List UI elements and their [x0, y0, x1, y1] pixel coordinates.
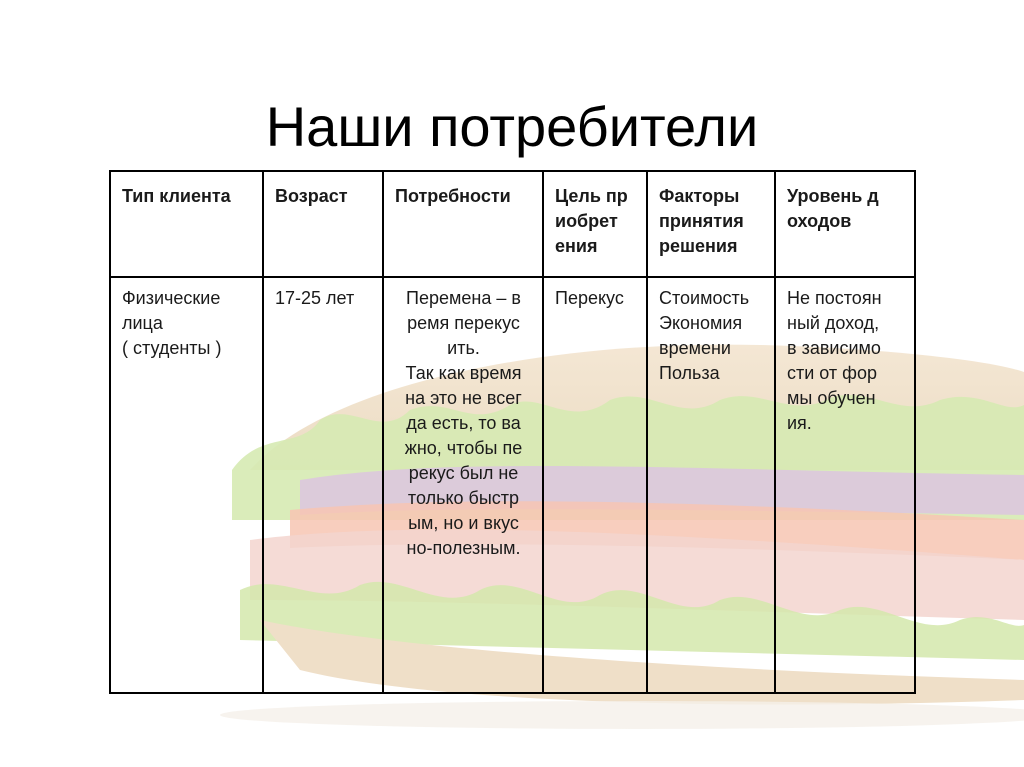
header-age: Возраст: [263, 171, 383, 277]
header-decision-factors: Факторы принятия решения: [647, 171, 775, 277]
cell-needs: Перемена – в ремя перекус ить. Так как время на это не всег да есть, то ва жно, чтобы пе рекус был не только быстр ым, но и вкус но-полезным.: [383, 277, 543, 693]
header-needs: Потребности: [383, 171, 543, 277]
slide-title: Наши потребители: [265, 95, 759, 158]
table-header-row: [110, 171, 915, 277]
cell-decision-factors: Стоимость Экономия времени Польза: [647, 277, 775, 693]
cell-income-level: Не постоян ный доход, в зависимо сти от фор мы обучен ия.: [775, 277, 915, 693]
cell-client-type: Физические лица ( студенты ): [110, 277, 263, 693]
header-client-type: Тип клиента: [110, 171, 263, 277]
consumers-table: [109, 170, 916, 694]
cell-age: 17-25 лет: [263, 277, 383, 693]
header-income-level: Уровень д оходов: [775, 171, 915, 277]
header-purchase-goal: Цель пр иобрет ения: [543, 171, 647, 277]
cell-purchase-goal: Перекус: [543, 277, 647, 693]
table-row: [110, 277, 915, 693]
consumers-table-container: [109, 170, 916, 694]
